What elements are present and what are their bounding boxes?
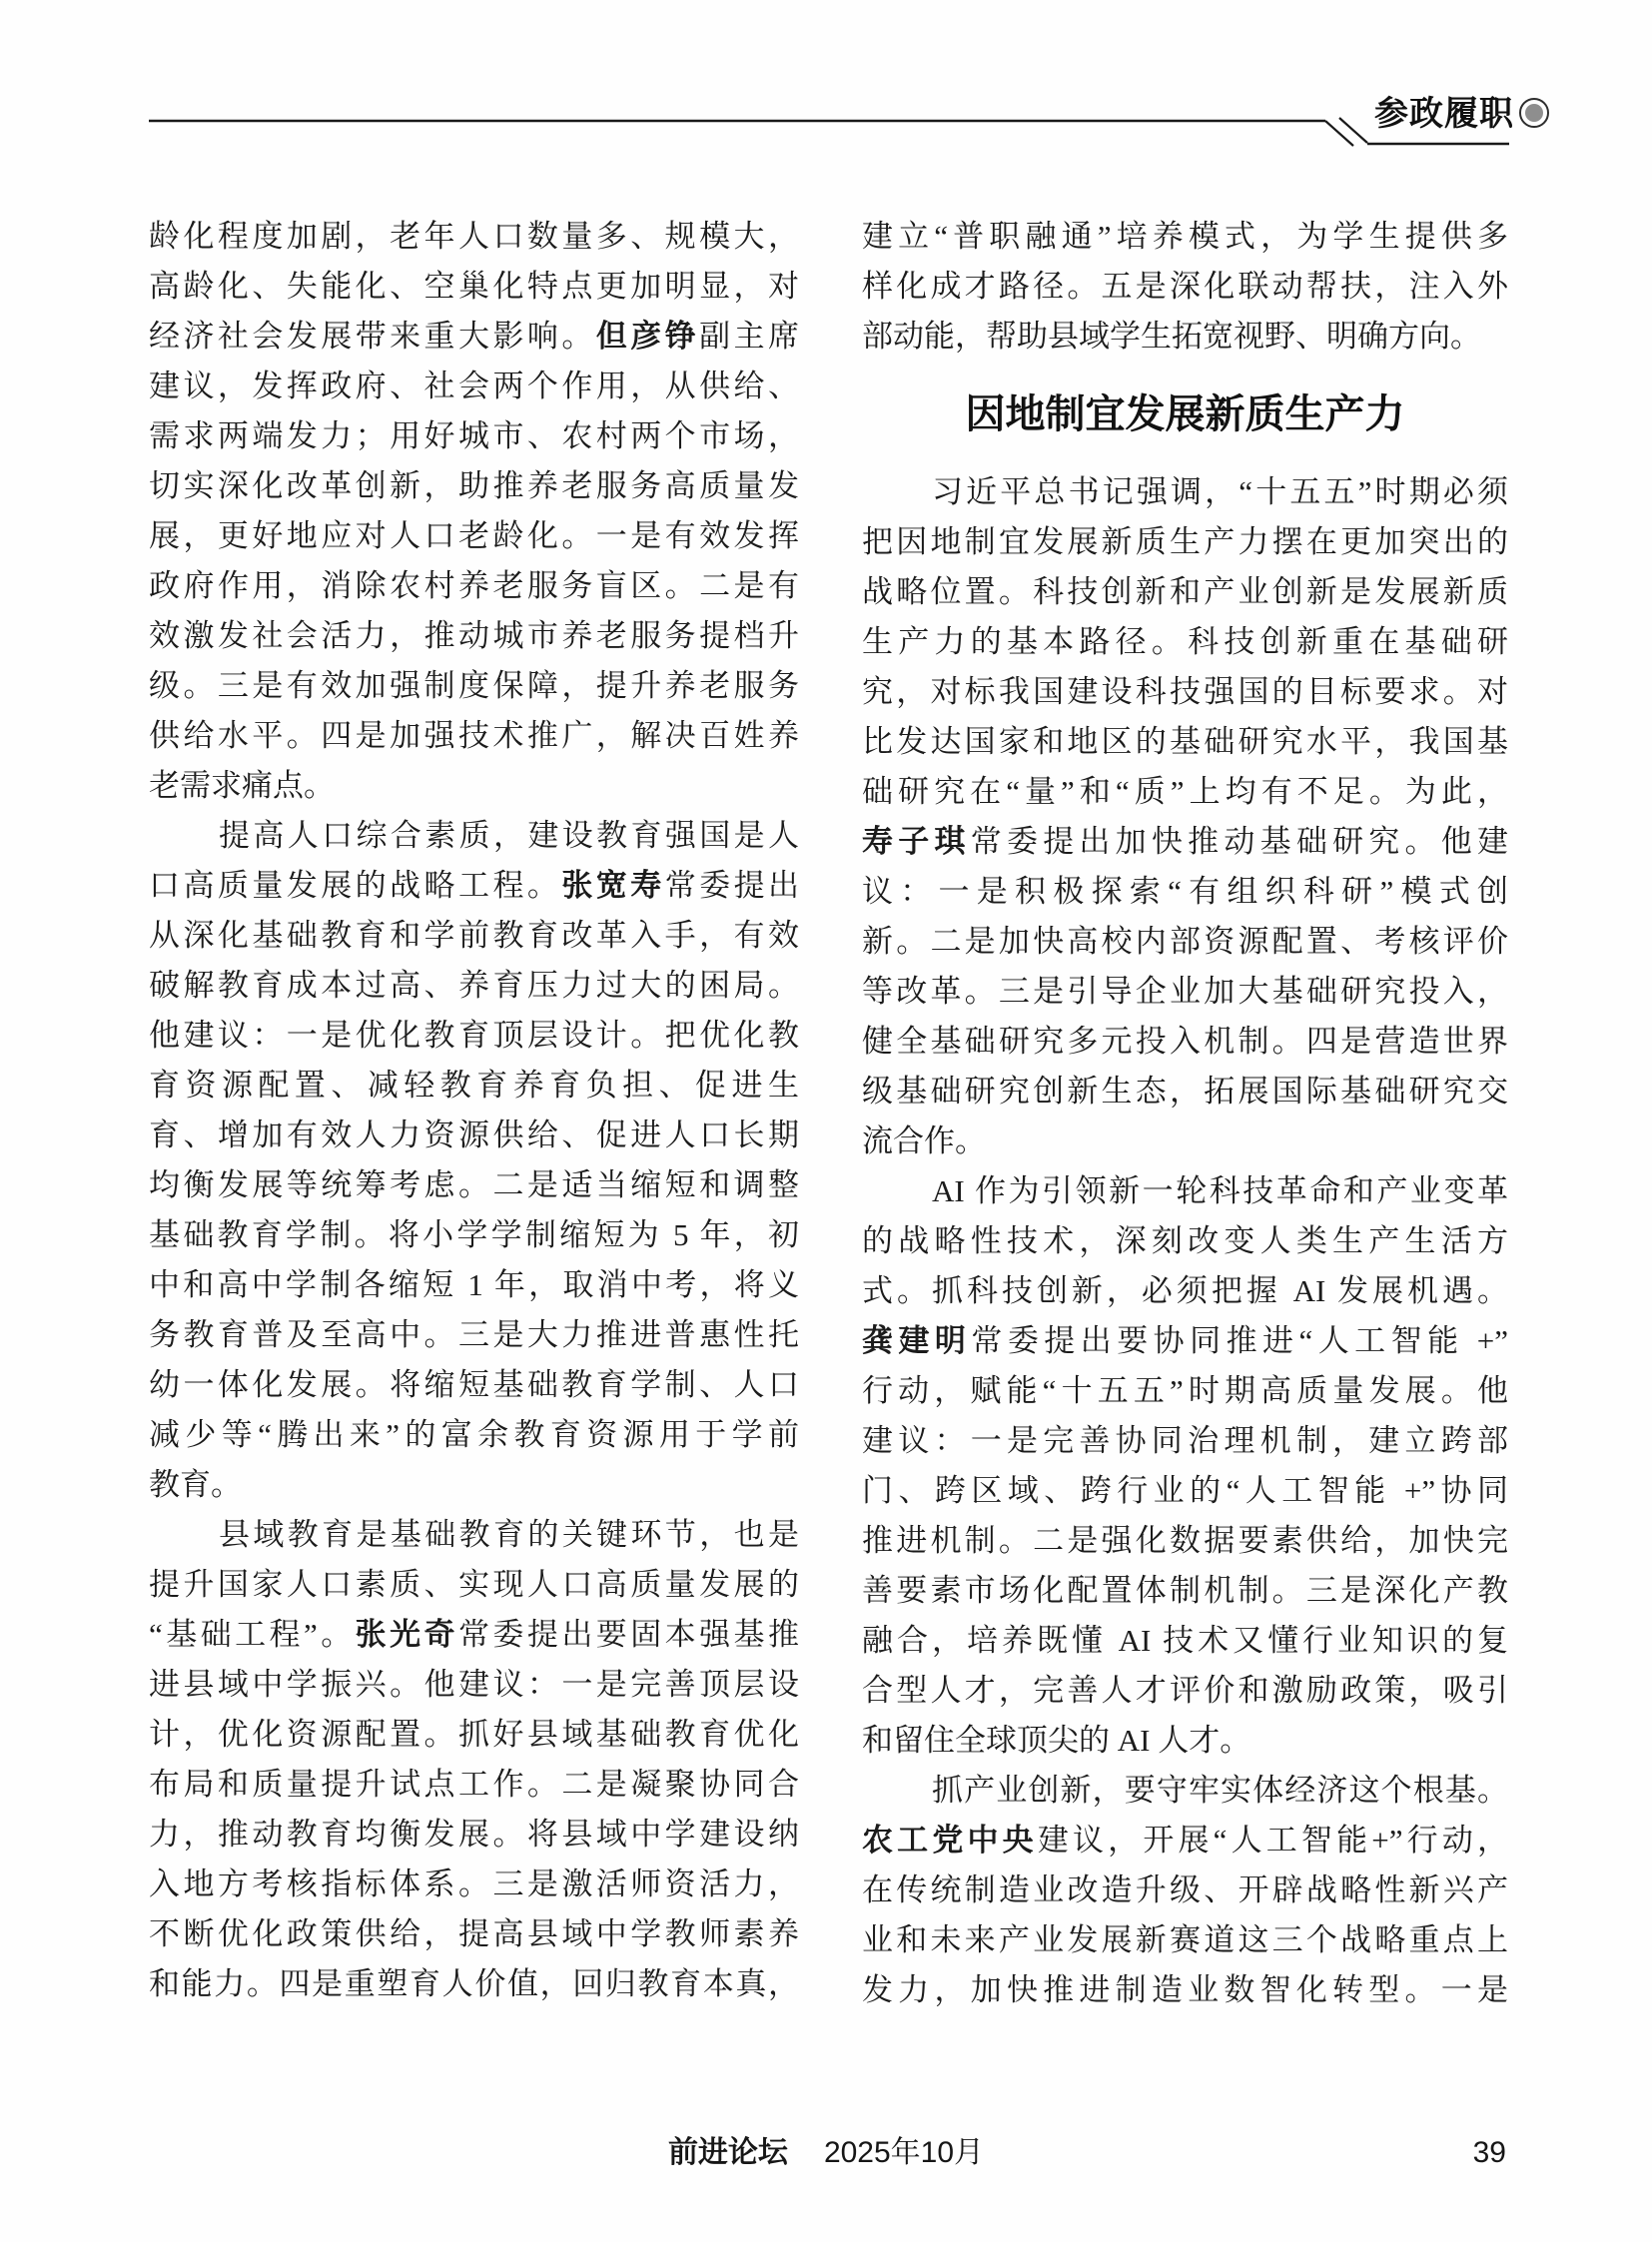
text-line	[862, 767, 1508, 817]
text-segment: 健全基础研究多元投入机制。四是营造世界	[862, 1024, 1508, 1059]
text-segment: 老需求痛点。	[149, 768, 335, 803]
text-segment: 抓产业创新，要守牢实体经济这个根基。	[932, 1773, 1508, 1808]
person-name: 寿子琪	[862, 824, 971, 859]
text-segment: 力，推动教育均衡发展。将县域中学建设纳	[149, 1817, 799, 1852]
text-line	[149, 1710, 799, 1760]
text-line	[862, 1166, 1508, 1216]
text-segment: 样化成才路径。五是深化联动帮扶，注入外	[862, 269, 1508, 304]
text-line	[149, 1410, 799, 1460]
text-segment: 常委提出要协同推进“人工智能 +”	[971, 1323, 1508, 1358]
text-segment: “基础工程”。	[149, 1617, 356, 1652]
text-segment: 流合作。	[862, 1123, 986, 1158]
text-segment: 合型人才，完善人才评价和激励政策，吸引	[862, 1673, 1508, 1708]
text-segment: 建议：一是完善协同治理机制，建立跨部	[862, 1423, 1508, 1458]
text-line	[862, 1616, 1508, 1666]
text-line	[149, 961, 799, 1011]
text-line	[862, 262, 1508, 312]
text-segment: 基础教育学制。将小学学制缩短为 5 年，初	[149, 1217, 799, 1252]
text-segment: 教育。	[149, 1467, 242, 1502]
text-segment: 级基础研究创新生态，拓展国际基础研究交	[862, 1074, 1508, 1109]
text-line	[862, 1416, 1508, 1466]
text-line	[149, 1011, 799, 1061]
text-line	[862, 1516, 1508, 1566]
text-line	[862, 1067, 1508, 1117]
text-line	[862, 1965, 1508, 2015]
text-segment: 等改革。三是引导企业加大基础研究投入，	[862, 974, 1508, 1009]
text-line	[149, 262, 799, 312]
text-line	[862, 1117, 1508, 1166]
text-segment: 展，更好地应对人口老龄化。一是有效发挥	[149, 518, 799, 553]
text-line	[149, 1210, 799, 1260]
text-segment: 供给水平。四是加强技术推广，解决百姓养	[149, 718, 799, 753]
text-line	[149, 312, 799, 362]
text-segment: 建议，发挥政府、社会两个作用，从供给、	[149, 369, 799, 403]
text-segment: 级。三是有效加强制度保障，提升养老服务	[149, 668, 799, 703]
text-segment: 建议，开展“人工智能+”行动，	[1037, 1823, 1508, 1858]
text-segment: 育、增加有效人力资源供给、促进人口长期	[149, 1118, 799, 1152]
text-segment: 战略位置。科技创新和产业创新是发展新质	[862, 574, 1508, 609]
text-segment: 常委提出要固本强基推	[457, 1617, 799, 1652]
text-line	[862, 1017, 1508, 1067]
text-segment: 口高质量发展的战略工程。	[149, 868, 562, 903]
section-label: 参政履职	[1374, 95, 1514, 133]
text-segment: 政府作用，消除农村养老服务盲区。二是有	[149, 568, 799, 603]
text-line	[149, 711, 799, 761]
text-line	[862, 617, 1508, 667]
text-line	[862, 1466, 1508, 1516]
text-segment: 均衡发展等统筹考虑。二是适当缩短和调整	[149, 1167, 799, 1202]
text-segment: 推进机制。二是强化数据要素供给，加快完	[862, 1523, 1508, 1558]
text-line	[149, 1111, 799, 1160]
text-line	[862, 1316, 1508, 1366]
text-segment: 建立“普职融通”培养模式，为学生提供多	[862, 219, 1508, 254]
text-segment: 门、跨区域、跨行业的“人工智能 +”协同	[862, 1473, 1508, 1508]
text-line	[862, 1216, 1508, 1266]
text-segment: 进县域中学振兴。他建议：一是完善顶层设	[149, 1667, 799, 1702]
text-segment: 幼一体化发展。将缩短基础教育学制、人口	[149, 1367, 799, 1402]
text-line	[149, 1909, 799, 1959]
text-line	[149, 861, 799, 911]
text-segment: 常委提出加快推动基础研究。他建	[970, 824, 1508, 859]
text-segment: 在传统制造业改造升级、开辟战略性新兴产	[862, 1872, 1508, 1907]
section-badge-icon	[1519, 98, 1549, 128]
text-segment: 高龄化、失能化、空巢化特点更加明显，对	[149, 269, 799, 304]
text-line	[149, 411, 799, 461]
text-segment: 计，优化资源配置。抓好县域基础教育优化	[149, 1717, 799, 1752]
left-text-column	[149, 212, 799, 2009]
text-segment: 的战略性技术，深刻改变人类生产生活方	[862, 1223, 1508, 1258]
text-line	[862, 817, 1508, 867]
footer	[0, 2131, 1652, 2175]
right-text-column	[862, 212, 1508, 2015]
text-line	[149, 1860, 799, 1909]
page-number: 39	[1472, 2136, 1506, 2169]
text-line	[149, 1260, 799, 1310]
text-segment: 常委提出	[664, 868, 799, 903]
text-segment: 切实深化改革创新，助推养老服务高质量发	[149, 468, 799, 503]
text-line	[862, 867, 1508, 917]
text-segment: 龄化程度加剧，老年人口数量多、规模大，	[149, 219, 799, 254]
header-rule	[0, 0, 1652, 170]
text-segment: 和能力。四是重塑育人价值，回归教育本真，	[149, 1966, 799, 2001]
text-segment: 减少等“腾出来”的富余教育资源用于学前	[149, 1417, 799, 1452]
text-line	[149, 611, 799, 661]
text-line	[149, 1510, 799, 1560]
text-line	[149, 1160, 799, 1210]
text-line	[862, 517, 1508, 567]
text-segment: 不断优化政策供给，提高县域中学教师素养	[149, 1916, 799, 1951]
text-line	[149, 661, 799, 711]
text-line	[862, 1816, 1508, 1866]
text-line	[149, 1660, 799, 1710]
text-segment: 行动，赋能“十五五”时期高质量发展。他	[862, 1373, 1508, 1408]
text-segment: 育资源配置、减轻教育养育负担、促进生	[149, 1068, 799, 1103]
text-segment: 提高人口综合素质，建设教育强国是人	[219, 818, 799, 853]
text-line	[149, 511, 799, 561]
text-line	[862, 312, 1508, 362]
person-name: 张光奇	[355, 1617, 458, 1652]
text-line	[149, 761, 799, 811]
text-segment: 需求两端发力；用好城市、农村两个市场，	[149, 418, 799, 453]
text-line	[862, 467, 1508, 517]
journal-name: 前进论坛	[667, 2136, 788, 2169]
text-segment: 副主席	[699, 319, 799, 354]
text-line	[862, 1366, 1508, 1416]
text-line	[149, 1760, 799, 1810]
text-segment: 础研究在“量”和“质”上均有不足。为此，	[862, 774, 1508, 809]
text-segment: 入地方考核指标体系。三是激活师资活力，	[149, 1867, 799, 1901]
text-segment: 和留住全球顶尖的 AI 人才。	[862, 1723, 1251, 1758]
text-segment: 效激发社会活力，推动城市养老服务提档升	[149, 618, 799, 653]
text-segment: 习近平总书记强调，“十五五”时期必须	[932, 474, 1508, 509]
text-line	[149, 1959, 799, 2009]
text-segment: 融合，培养既懂 AI 技术又懂行业知识的复	[862, 1623, 1508, 1658]
text-line	[862, 917, 1508, 967]
text-segment: 他建议：一是优化教育顶层设计。把优化教	[149, 1018, 799, 1053]
text-segment: 究，对标我国建设科技强国的目标要求。对	[862, 674, 1508, 709]
person-name: 农工党中央	[862, 1823, 1038, 1858]
text-segment: 新。二是加快高校内部资源配置、考核评价	[862, 924, 1508, 959]
text-segment: 提升国家人口素质、实现人口高质量发展的	[149, 1567, 799, 1602]
text-segment: 式。抓科技创新，必须把握 AI 发展机遇。	[862, 1273, 1508, 1308]
section-heading: 因地制宜发展新质生产力	[965, 392, 1405, 436]
text-segment: 发力，加快推进制造业数智化转型。一是	[862, 1972, 1508, 2007]
text-line	[149, 561, 799, 611]
text-segment: 把因地制宜发展新质生产力摆在更加突出的	[862, 524, 1508, 559]
issue-date: 2025年10月	[823, 2136, 985, 2169]
text-line	[862, 667, 1508, 717]
text-segment: AI 作为引领新一轮科技革命和产业变革	[932, 1173, 1508, 1208]
text-segment: 县域教育是基础教育的关键环节，也是	[219, 1517, 799, 1552]
text-line	[149, 1310, 799, 1360]
person-name: 张宽寿	[561, 868, 665, 903]
text-line	[149, 1061, 799, 1111]
text-line	[862, 1866, 1508, 1915]
text-segment: 比发达国家和地区的基础研究水平，我国基	[862, 724, 1508, 759]
text-line	[149, 1560, 799, 1610]
text-segment: 业和未来产业发展新赛道这三个战略重点上	[862, 1922, 1508, 1957]
badge-dot-icon	[1525, 104, 1543, 122]
text-line	[862, 1666, 1508, 1716]
text-line	[862, 1566, 1508, 1616]
text-segment: 破解教育成本过高、养育压力过大的困局。	[149, 968, 799, 1003]
person-name: 龚建明	[862, 1323, 972, 1358]
text-line	[862, 212, 1508, 262]
text-line	[149, 1810, 799, 1860]
text-line	[862, 1766, 1508, 1816]
text-line	[862, 1915, 1508, 1965]
text-segment: 善要素市场化配置体制机制。三是深化产教	[862, 1573, 1508, 1608]
text-line	[149, 1460, 799, 1510]
text-line	[149, 911, 799, 961]
text-line	[862, 1266, 1508, 1316]
text-line	[149, 811, 799, 861]
person-name: 但彦铮	[595, 319, 700, 354]
text-line	[149, 1610, 799, 1660]
text-segment: 经济社会发展带来重大影响。	[149, 319, 596, 354]
text-line	[149, 212, 799, 262]
text-segment: 议：一是积极探索“有组织科研”模式创	[862, 874, 1508, 909]
text-line	[149, 461, 799, 511]
text-segment: 部动能，帮助县域学生拓宽视野、明确方向。	[862, 319, 1481, 354]
text-segment: 布局和质量提升试点工作。二是凝聚协同合	[149, 1767, 799, 1802]
text-line	[149, 362, 799, 411]
text-segment: 从深化基础教育和学前教育改革入手，有效	[149, 918, 799, 953]
text-line	[149, 1360, 799, 1410]
text-line	[862, 967, 1508, 1017]
text-line	[862, 567, 1508, 617]
text-line	[862, 1716, 1508, 1766]
text-segment: 中和高中学制各缩短 1 年，取消中考，将义	[149, 1267, 799, 1302]
text-segment: 务教育普及至高中。三是大力推进普惠性托	[149, 1317, 799, 1352]
text-line	[862, 717, 1508, 767]
text-segment: 生产力的基本路径。科技创新重在基础研	[862, 624, 1508, 659]
